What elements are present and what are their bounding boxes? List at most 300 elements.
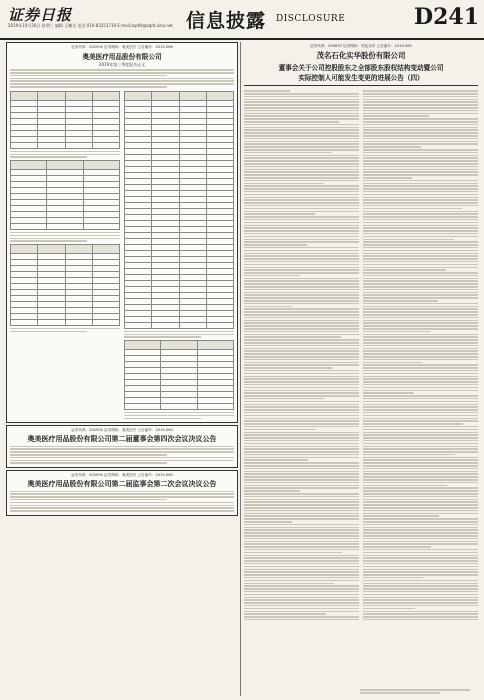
text-line — [363, 292, 478, 294]
text-line — [363, 597, 478, 599]
footer-signature — [360, 688, 470, 695]
text-line — [363, 149, 478, 151]
text-line — [363, 499, 478, 501]
text-line — [244, 524, 359, 526]
announcement-title-line1: 董事会关于公司控股股东之全部股东股权结构变动暨公司 — [278, 64, 444, 72]
text-line — [363, 376, 478, 378]
text-line — [244, 311, 359, 313]
text-line — [244, 275, 299, 277]
text-line — [363, 465, 478, 467]
text-line — [363, 457, 478, 459]
text-line — [363, 306, 478, 308]
text-line — [363, 141, 478, 143]
text-line — [363, 353, 478, 355]
text-line — [244, 146, 359, 148]
text-line — [363, 129, 478, 131]
text-line — [244, 370, 359, 372]
text-line — [363, 283, 478, 285]
text-line — [244, 342, 359, 344]
financial-table — [10, 91, 120, 149]
text-line — [244, 99, 359, 101]
text-line — [244, 306, 291, 308]
text-line — [363, 434, 478, 436]
text-line — [363, 613, 478, 615]
text-line — [363, 515, 439, 517]
text-line — [363, 124, 478, 126]
announcement-title: 奥美医疗用品股份有限公司第二届董事会第四次会议决议公告 — [27, 435, 217, 444]
text-line — [363, 146, 421, 148]
text-line — [363, 373, 478, 375]
text-line — [363, 258, 478, 260]
page-number: D241 — [414, 4, 480, 30]
text-line — [363, 336, 478, 338]
text-line — [244, 194, 359, 196]
text-line — [363, 317, 478, 319]
text-line — [363, 239, 454, 241]
text-line — [363, 202, 478, 204]
text-line — [363, 602, 478, 604]
text-line — [363, 297, 478, 299]
text-line — [363, 241, 478, 243]
text-line — [363, 549, 478, 551]
text-line — [244, 191, 359, 193]
text-line — [363, 585, 478, 587]
text-line — [363, 331, 430, 333]
text-line — [363, 348, 478, 350]
text-line — [244, 557, 359, 559]
text-line — [244, 211, 359, 213]
text-line — [363, 392, 414, 394]
text-line — [363, 412, 478, 414]
text-line — [363, 163, 478, 165]
text-line — [363, 269, 446, 271]
text-line — [244, 185, 359, 187]
text-line — [363, 490, 478, 492]
text-line — [363, 101, 478, 103]
text-line — [363, 272, 478, 274]
text-line — [363, 211, 478, 213]
announcement-subtitle: 2019年第三季度报告正文 — [98, 62, 146, 67]
text-line — [363, 233, 478, 235]
text-line — [244, 476, 359, 478]
text-line — [363, 521, 478, 523]
text-line — [244, 205, 359, 207]
text-line — [244, 359, 359, 361]
text-line — [244, 605, 359, 607]
text-line — [363, 437, 478, 439]
text-line — [363, 132, 478, 134]
text-line — [363, 350, 478, 352]
text-line — [363, 121, 478, 123]
text-line — [244, 571, 359, 573]
text-line — [244, 574, 359, 576]
text-line — [244, 353, 359, 355]
text-line — [244, 348, 359, 350]
text-line — [244, 183, 323, 185]
section-title: 信息披露 — [186, 10, 267, 32]
text-line — [244, 482, 359, 484]
text-line — [363, 384, 478, 386]
text-line — [244, 613, 326, 615]
text-line — [363, 532, 478, 534]
text-line — [363, 261, 478, 263]
text-line — [363, 364, 478, 366]
text-line — [244, 314, 359, 316]
text-line — [244, 510, 359, 512]
text-line — [363, 440, 478, 442]
announcement-board-resolution — [6, 425, 238, 468]
text-line — [363, 127, 478, 129]
text-line — [363, 93, 478, 95]
text-line — [363, 557, 478, 559]
text-line — [363, 473, 478, 475]
text-line — [363, 99, 478, 101]
text-line — [244, 253, 359, 255]
text-line — [363, 213, 478, 215]
text-line — [244, 239, 359, 241]
text-line — [363, 571, 478, 573]
text-line — [244, 440, 359, 442]
text-line — [363, 157, 478, 159]
text-line — [363, 605, 478, 607]
text-line — [244, 124, 359, 126]
text-line — [244, 376, 359, 378]
text-line — [244, 121, 339, 123]
text-line — [244, 143, 359, 145]
text-line — [244, 501, 359, 503]
text-line — [363, 90, 478, 92]
text-line — [363, 188, 478, 190]
text-line — [363, 216, 478, 218]
text-line — [363, 555, 478, 557]
text-line — [244, 278, 359, 280]
text-line — [244, 454, 359, 456]
text-line — [363, 230, 478, 232]
text-line — [244, 485, 359, 487]
text-line — [244, 107, 359, 109]
text-line — [363, 325, 478, 327]
text-line — [244, 160, 359, 162]
text-line — [244, 496, 359, 498]
text-line — [244, 409, 359, 411]
text-line — [363, 418, 478, 420]
text-line — [363, 370, 478, 372]
text-line — [244, 336, 341, 338]
text-line — [244, 280, 359, 282]
text-line — [244, 328, 359, 330]
text-line — [244, 398, 325, 400]
text-line — [363, 583, 478, 585]
text-line — [244, 129, 359, 131]
text-line — [363, 367, 478, 369]
text-line — [363, 191, 478, 193]
announcement-title-line2: 实际控制人可能发生变更的进展公告（四） — [298, 74, 424, 82]
text-line — [244, 395, 359, 397]
text-line — [244, 286, 359, 288]
text-line — [363, 267, 478, 269]
text-line — [363, 518, 478, 520]
text-line — [363, 443, 478, 445]
text-line — [244, 462, 359, 464]
text-line — [244, 258, 359, 260]
text-line — [363, 510, 478, 512]
text-line — [244, 169, 359, 171]
text-line — [244, 412, 359, 414]
text-line — [244, 479, 359, 481]
announcement-code: 证券代码：002950 证券简称：奥美医疗 公告编号：2019-065 — [71, 473, 173, 478]
text-line — [244, 597, 359, 599]
text-line — [244, 213, 315, 215]
text-line — [244, 443, 359, 445]
text-line — [244, 236, 359, 238]
text-line — [363, 177, 412, 179]
text-line — [363, 247, 478, 249]
text-line — [363, 462, 478, 464]
text-line — [363, 244, 478, 246]
announcement-code: 证券代码：002950 证券简称：奥美医疗 公告编号：2019-064 — [71, 428, 173, 433]
text-line — [363, 485, 447, 487]
text-line — [363, 236, 478, 238]
text-line — [244, 538, 359, 540]
text-line — [244, 429, 316, 431]
announcement-body — [244, 89, 478, 622]
text-line — [244, 532, 359, 534]
text-line — [363, 404, 478, 406]
text-line — [244, 580, 359, 582]
text-line — [244, 345, 359, 347]
text-line — [244, 546, 359, 548]
text-line — [244, 560, 359, 562]
text-line — [363, 566, 478, 568]
text-line — [244, 135, 359, 137]
text-line — [244, 247, 359, 249]
text-line — [363, 300, 438, 302]
text-line — [363, 454, 455, 456]
text-line — [363, 426, 478, 428]
text-line — [363, 96, 478, 98]
text-line — [363, 574, 478, 576]
text-line — [363, 166, 478, 168]
text-line — [244, 197, 359, 199]
text-line — [244, 387, 359, 389]
text-line — [244, 101, 359, 103]
text-line — [244, 127, 359, 129]
text-line — [363, 420, 478, 422]
text-line — [363, 185, 478, 187]
text-line — [244, 283, 359, 285]
shareholder-table — [10, 160, 120, 230]
text-line — [244, 264, 359, 266]
text-line — [244, 504, 359, 506]
text-line — [244, 451, 359, 453]
text-line — [244, 138, 359, 140]
text-line — [244, 555, 359, 557]
text-line — [363, 356, 478, 358]
text-line — [244, 297, 359, 299]
text-line — [363, 543, 478, 545]
text-line — [244, 289, 359, 291]
text-line — [363, 227, 478, 229]
text-line — [244, 434, 359, 436]
text-line — [244, 493, 359, 495]
text-line — [363, 205, 478, 207]
text-line — [244, 110, 359, 112]
text-line — [363, 538, 478, 540]
text-line — [244, 390, 359, 392]
text-line — [244, 602, 359, 604]
announcement-header — [244, 42, 478, 86]
text-line — [244, 233, 359, 235]
text-line — [363, 619, 478, 621]
text-line — [244, 599, 359, 601]
text-line — [244, 322, 359, 324]
text-line — [244, 325, 359, 327]
text-line — [244, 104, 359, 106]
text-line — [244, 171, 359, 173]
text-line — [363, 180, 478, 182]
text-line — [363, 255, 478, 257]
text-line — [363, 524, 478, 526]
text-line — [244, 401, 359, 403]
text-line — [244, 459, 308, 461]
body-column-a — [244, 89, 359, 622]
text-line — [363, 152, 478, 154]
text-line — [244, 230, 359, 232]
text-line — [363, 608, 415, 610]
text-line — [363, 314, 478, 316]
text-line — [363, 513, 478, 515]
text-line — [363, 107, 478, 109]
text-line — [363, 219, 478, 221]
text-line — [244, 272, 359, 274]
text-line — [244, 473, 359, 475]
text-line — [244, 499, 359, 501]
text-line — [244, 515, 359, 517]
text-line — [363, 183, 478, 185]
text-line — [244, 543, 359, 545]
text-line — [363, 569, 478, 571]
text-line — [363, 171, 478, 173]
text-line — [363, 113, 478, 115]
text-line — [363, 476, 478, 478]
text-line — [363, 599, 478, 601]
text-line — [363, 322, 478, 324]
text-line — [363, 471, 478, 473]
text-line — [363, 529, 478, 531]
text-line — [363, 507, 478, 509]
text-line — [363, 286, 478, 288]
text-line — [363, 289, 478, 291]
text-line — [244, 113, 359, 115]
text-line — [363, 459, 478, 461]
text-line — [244, 468, 359, 470]
text-line — [244, 334, 359, 336]
text-line — [363, 328, 478, 330]
column-divider — [240, 42, 241, 696]
text-line — [363, 446, 478, 448]
balance-table — [124, 91, 234, 329]
text-line — [244, 418, 359, 420]
text-line — [244, 420, 359, 422]
text-line — [244, 423, 359, 425]
text-line — [363, 429, 478, 431]
text-line — [363, 320, 478, 322]
text-line — [363, 580, 478, 582]
text-line — [244, 616, 359, 618]
text-line — [363, 541, 478, 543]
text-line — [244, 471, 359, 473]
text-line — [244, 320, 359, 322]
text-line — [363, 398, 478, 400]
text-line — [244, 261, 359, 263]
text-line — [363, 155, 478, 157]
text-line — [244, 339, 359, 341]
text-line — [244, 465, 359, 467]
text-line — [244, 149, 359, 151]
text-line — [244, 437, 359, 439]
announcement-supervisory-resolution — [6, 470, 238, 516]
text-line — [363, 294, 478, 296]
text-line — [363, 496, 478, 498]
text-line — [363, 345, 478, 347]
text-line — [244, 199, 359, 201]
text-line — [244, 541, 359, 543]
text-line — [244, 292, 359, 294]
text-line — [244, 373, 359, 375]
text-line — [363, 591, 478, 593]
text-line — [244, 362, 359, 364]
holdings-table — [10, 244, 120, 326]
text-line — [363, 264, 478, 266]
text-line — [244, 487, 359, 489]
text-line — [363, 535, 478, 537]
text-line — [244, 507, 359, 509]
text-line — [244, 457, 359, 459]
text-line — [244, 619, 359, 621]
text-line — [244, 155, 359, 157]
company-name: 茂名石化实华股份有限公司 — [316, 51, 406, 60]
text-line — [363, 552, 478, 554]
text-line — [244, 174, 359, 176]
text-line — [363, 104, 478, 106]
text-line — [244, 303, 359, 305]
text-line — [244, 535, 359, 537]
text-line — [244, 404, 359, 406]
text-line — [244, 426, 359, 428]
text-line — [363, 378, 478, 380]
text-line — [363, 415, 478, 417]
text-line — [244, 552, 342, 554]
announcement-quarterly-report — [6, 42, 238, 423]
text-line — [244, 566, 359, 568]
announcement-code: 证券代码：000637 证券简称：茂化实华 公告编号：2019-065 — [310, 44, 412, 48]
text-line — [244, 583, 334, 585]
text-line — [363, 208, 462, 210]
text-line — [363, 339, 478, 341]
text-line — [363, 560, 478, 562]
text-line — [244, 93, 359, 95]
text-line — [244, 577, 359, 579]
text-line — [244, 241, 359, 243]
text-line — [244, 591, 359, 593]
text-line — [244, 152, 331, 154]
right-column — [244, 42, 478, 696]
text-line — [363, 334, 478, 336]
text-line — [244, 446, 359, 448]
text-line — [244, 364, 359, 366]
text-line — [244, 521, 292, 523]
text-line — [363, 395, 478, 397]
